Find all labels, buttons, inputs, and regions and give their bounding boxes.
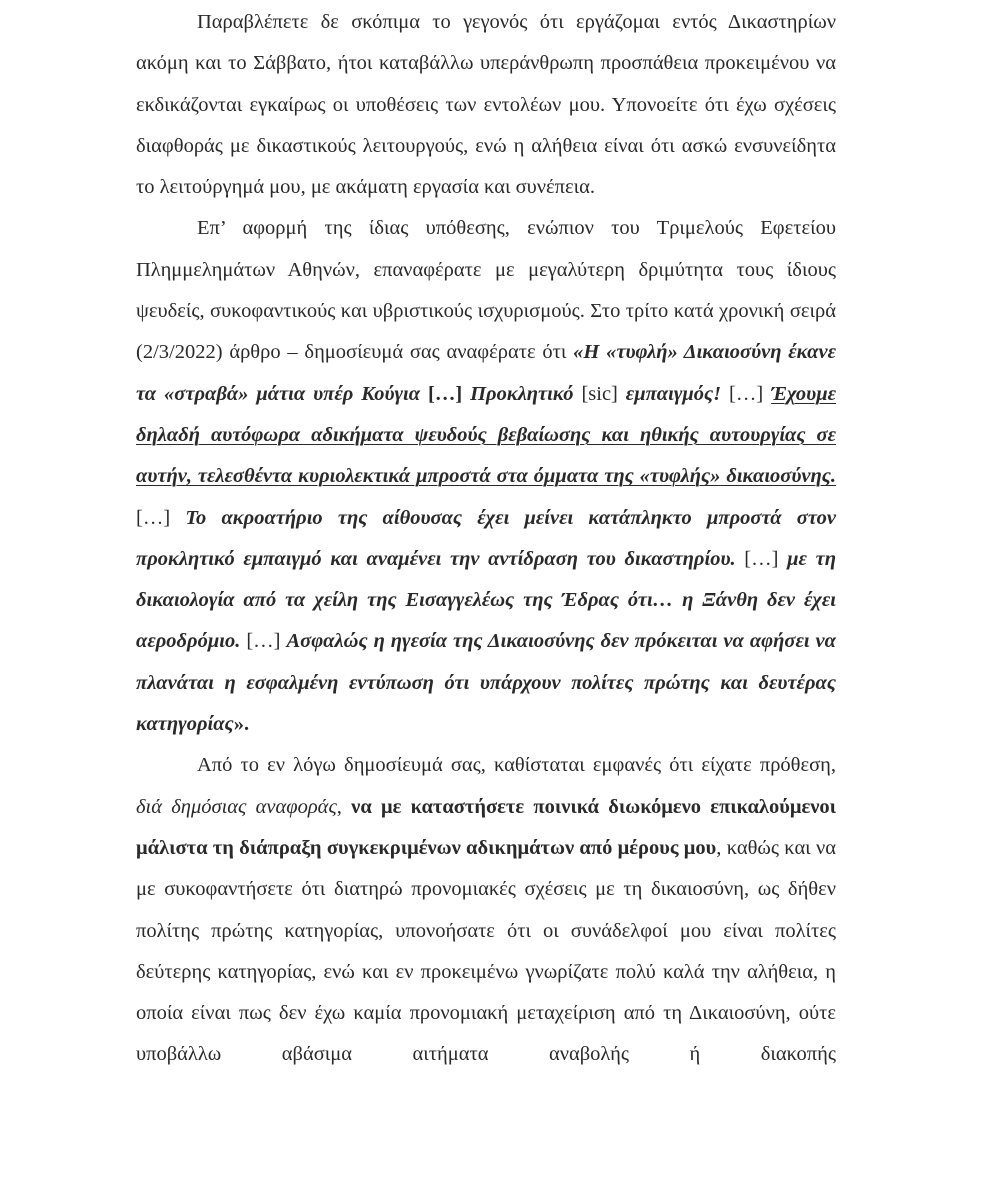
paragraph-2-run <box>462 383 470 405</box>
quote-fragment: με τη δικαιολογία από τα χείλη της Εισαγγελέως της Έδρας ότι… η Ξάνθη δεν έχει αεροδρόμιο. <box>136 547 836 653</box>
quote-fragment: Προκλητικό <box>470 382 574 405</box>
ellipsis-marker: […] <box>735 547 788 570</box>
paragraph-3 <box>136 745 836 1075</box>
paragraph-1-text: Παραβλέπετε δε σκόπιμα το γεγονός ότι εργάζομαι εντός Δικαστηρίων ακόμη και το Σάββατο, ήτοι καταβάλλω υπεράνθρωπη προσπάθεια προκειμένου να εκδικάζονται εγκαίρως οι υποθέσεις των εντολέων μου. Υπονοείτε ότι έχω σχέσεις διαφθοράς με δικαστικούς λειτουργούς, ενώ η αλήθεια είναι ότι ασκώ ενσυνείδητα το λειτούργημά μου, με ακάματη εργασία και συνέπεια. <box>136 11 836 199</box>
paragraph-3-run: , <box>336 795 352 818</box>
paragraph-3-run: Από το εν λόγω δημοσίευμά σας, καθίσταται εμφανές ότι είχατε πρόθεση, <box>197 754 836 777</box>
document-body <box>136 2 836 1076</box>
underlined-quote: Έχουμε δηλαδή αυτόφωρα αδικήματα ψευδούς βεβαίωσης και ηθικής αυτουργίας σε αυτήν, τελεσθέντα κυριολεκτικά μπροστά στα όμματα της «τυφλής» δικαιοσύνης. <box>136 382 837 488</box>
quote-fragment: Ασφαλώς η ηγεσία της Δικαιοσύνης δεν πρόκειται να αφήσει να πλανάται η εσφαλμένη εντύπωση ότι υπάρχουν πολίτες πρώτης και δευτέρας κατηγορίας <box>136 630 836 736</box>
ellipsis-marker: […] <box>136 506 186 529</box>
ellipsis-marker: […] <box>428 382 463 405</box>
italic-phrase: διά δημόσιας αναφοράς <box>136 795 337 818</box>
paragraph-2 <box>136 208 836 745</box>
quote-fragment: εμπαιγμός! <box>625 382 722 405</box>
paragraph-2-run <box>420 383 428 405</box>
ellipsis-marker: […] <box>721 382 772 405</box>
sic-note: [sic] <box>573 382 626 405</box>
quote-fragment: Το ακροατήριο της αίθουσας έχει μείνει κατάπληκτο μπροστά στον προκλητικό εμπαιγμό και αναμένει την αντίδραση του δικαστηρίου. <box>136 506 837 570</box>
paragraph-3-run: , καθώς και να με συκοφαντήσετε ότι διατηρώ προνομιακές σχέσεις με τη δικαιοσύνη, ως δήθεν πολίτης πρώτης κατηγορίας, υπονοήσατε ότι οι συνάδελφοί μου είναι πολίτες δεύτερης κατηγορίας, ενώ και εν προκειμένω γνωρίζατε πολύ καλά την αλήθεια, η οποία είναι πως δεν έχω καμία προνομιακή μεταχείριση από τη Δικαιοσύνη, ούτε υποβάλλω αβάσιμα αιτήματα αναβολής ή διακοπής <box>136 836 836 1066</box>
quote-headline: «Η «τυφλή» Δικαιοσύνη έκανε τα «στραβά» μάτια υπέρ Κούγια <box>136 341 836 405</box>
bold-phrase: να με καταστήσετε ποινικά διωκόμενο επικαλούμενοι μάλιστα τη διάπραξη συγκεκριμένων αδικημάτων από μέρους μου <box>136 795 836 859</box>
quote-close: ». <box>233 713 250 736</box>
paragraph-1 <box>136 2 836 208</box>
paragraph-2-run: Επ’ αφορμή της ίδιας υπόθεσης, ενώπιον του Τριμελούς Εφετείου Πλημμελημάτων Αθηνών, επαναφέρατε με μεγαλύτερη δριμύτητα τους ίδιους ψευδείς, συκοφαντικούς και υβριστικούς ισχυρισμούς. Στο τρίτο κατά χρονική σειρά (2/3/2022) άρθρο – δημοσίευμά σας αναφέρατε ότι <box>136 217 836 364</box>
ellipsis-marker: […] <box>240 630 287 653</box>
